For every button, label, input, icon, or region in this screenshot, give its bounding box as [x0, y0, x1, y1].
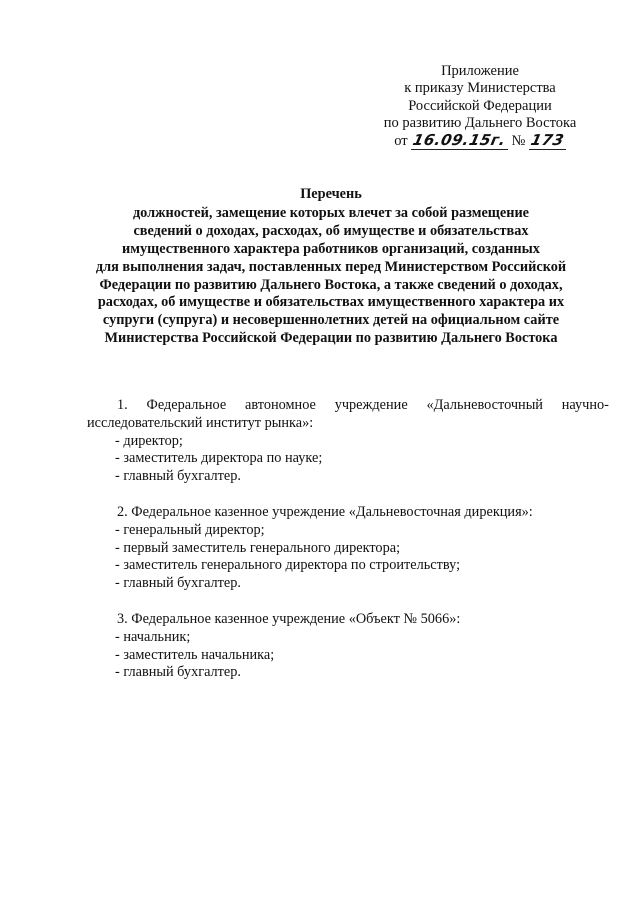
- title-line: сведений о доходах, расходах, об имуществе и обязательствах: [133, 222, 529, 239]
- position-item: - главный бухгалтер.: [115, 468, 241, 485]
- ministry-line: Российской Федерации: [408, 97, 552, 114]
- position-item: - заместитель директора по науке;: [115, 450, 323, 467]
- date-prefix: от: [394, 132, 408, 149]
- organization-heading-cont: исследовательский институт рынка»:: [87, 414, 314, 431]
- title-line: должностей, замещение которых влечет за собой размещение: [132, 204, 530, 221]
- position-item: - заместитель генерального директора по строительству;: [115, 557, 461, 574]
- position-item: - генеральный директор;: [115, 521, 265, 538]
- organization-heading: 2. Федеральное казенное учреждение «Дальневосточная дирекция»:: [117, 503, 533, 520]
- position-item: - директор;: [115, 432, 183, 449]
- heading-word: Федеральное: [146, 397, 227, 413]
- title-line: для выполнения задач, поставленных перед Министерством Российской: [95, 258, 567, 275]
- order-date-handwritten: 16.09.15г.: [411, 130, 508, 149]
- title-line: Министерства Российской Федерации по развитию Дальнего Востока: [104, 330, 558, 347]
- position-item: - главный бухгалтер.: [115, 575, 241, 592]
- title-line: расходах, об имуществе и обязательствах имущественного характера их: [97, 294, 565, 311]
- heading-word: автономное: [245, 397, 316, 413]
- organization-item-3: [87, 611, 609, 682]
- position-item: - начальник;: [115, 628, 191, 645]
- ministry-line-2: по развитию Дальнего Востока: [383, 115, 577, 132]
- spacer: [87, 593, 609, 611]
- organization-item-1: [87, 397, 609, 486]
- number-prefix: №: [511, 132, 526, 149]
- heading-word: «Дальневосточный: [426, 397, 543, 413]
- appendix-label: Приложение: [441, 63, 519, 79]
- organization-heading: 3. Федеральное казенное учреждение «Объект № 5066»:: [117, 610, 461, 627]
- order-number-handwritten: 173: [529, 130, 566, 149]
- title-heading: Перечень: [300, 186, 362, 202]
- heading-word: 1.: [117, 397, 128, 413]
- title-line: супруги (супруга) и несовершеннолетних детей на официальном сайте: [102, 312, 560, 329]
- title-line: Федерации по развитию Дальнего Востока, а также сведений о доходах,: [99, 276, 563, 293]
- order-date-field: [411, 130, 508, 150]
- position-item: - заместитель начальника;: [115, 646, 275, 663]
- spacer: [87, 486, 609, 504]
- position-item: - главный бухгалтер.: [115, 664, 241, 681]
- order-reference: к приказу Министерства: [404, 80, 556, 97]
- heading-word: учреждение: [334, 397, 408, 413]
- document-title: [60, 186, 602, 348]
- order-date-line: [360, 130, 600, 150]
- heading-word: научно-: [561, 397, 609, 413]
- positions-list: [87, 397, 609, 682]
- title-line: имущественного характера работников организаций, созданных: [122, 240, 540, 257]
- organization-item-2: [87, 504, 609, 593]
- position-item: - первый заместитель генерального директора;: [115, 539, 401, 556]
- appendix-header: [360, 63, 600, 150]
- organization-heading: [87, 397, 609, 415]
- order-number-field: [529, 130, 566, 150]
